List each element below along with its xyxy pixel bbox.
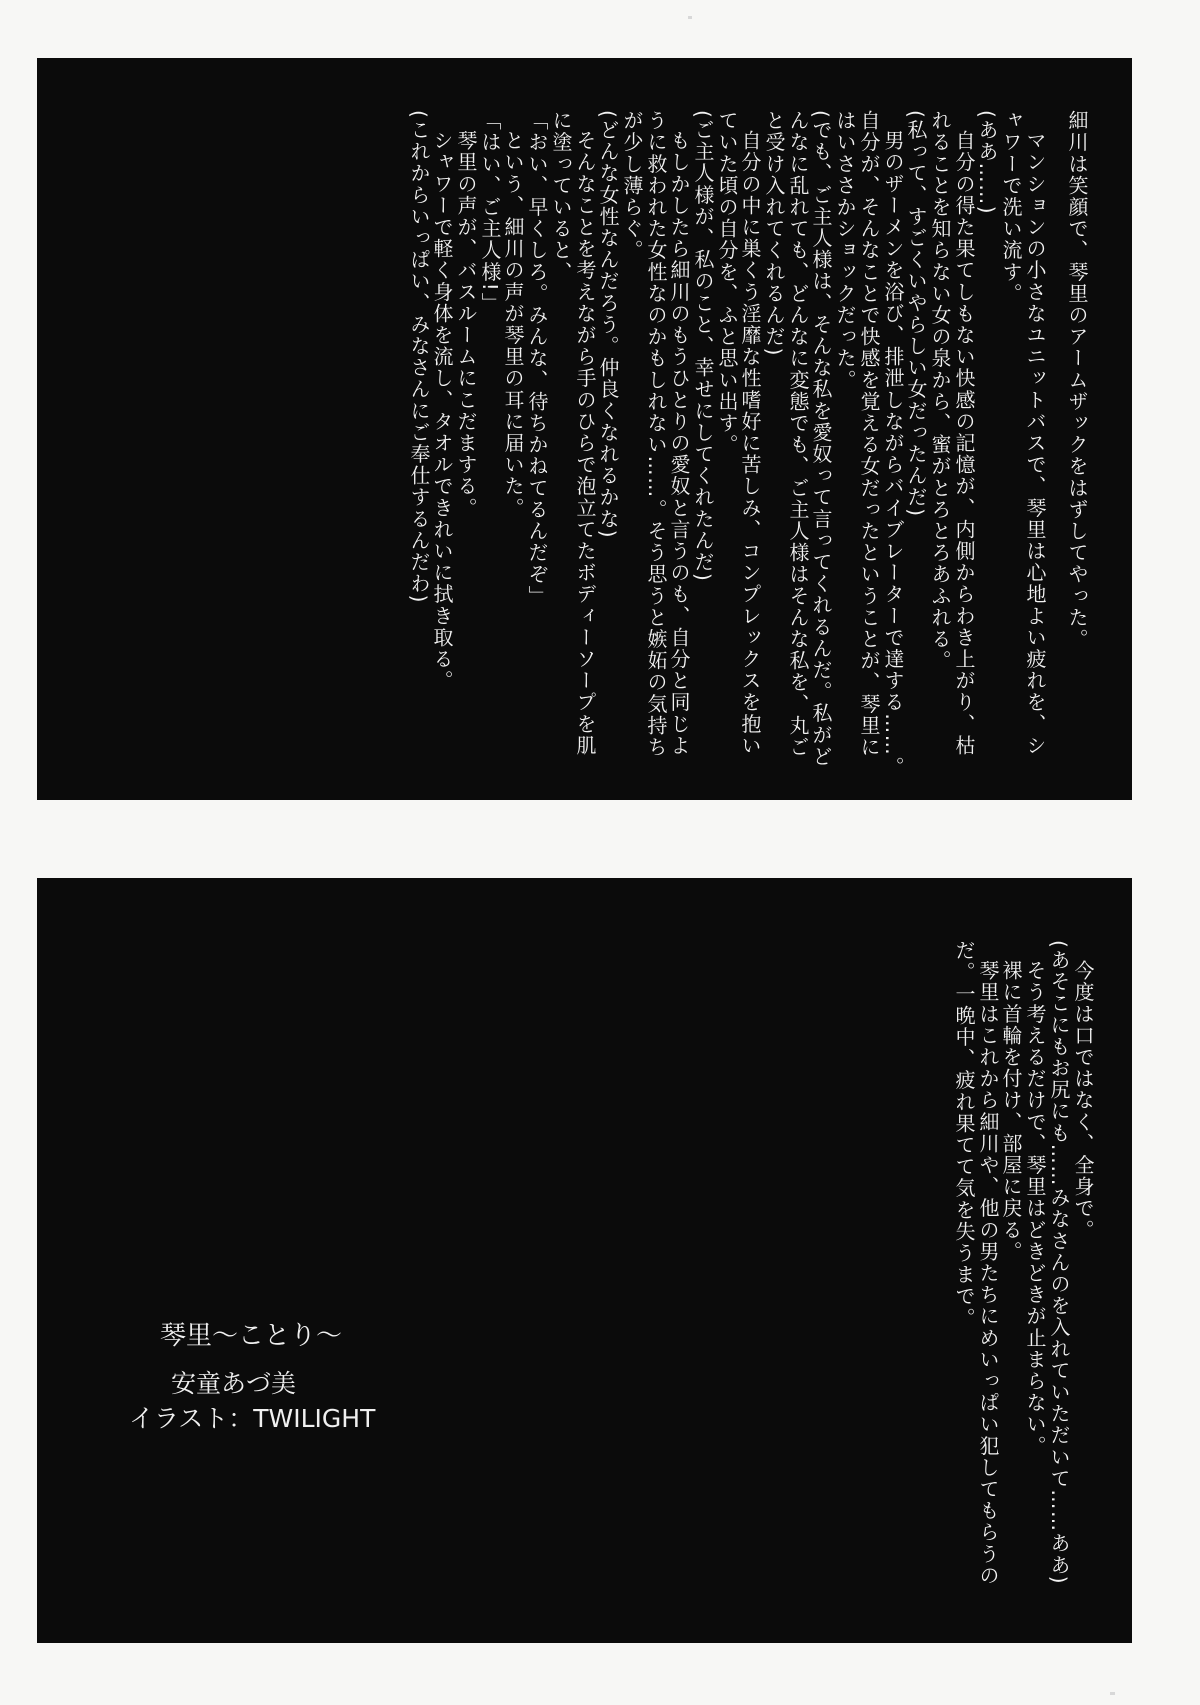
text-line: そう考えるだけで、琴里はどきどきが止まらない。: [1023, 960, 1047, 1457]
text-line: 「はい、ご主人様!」: [478, 110, 502, 315]
text-line: 自分の中に巣くう淫靡な性嗜好に苦しみ、コンプレックスを抱い: [738, 130, 762, 757]
text-line: 自分の得た果てしもない快感の記憶が、内側からわき上がり、枯: [952, 130, 976, 757]
story-title: 琴里～ことり～: [160, 1321, 343, 1351]
story-panel-top: [37, 58, 1132, 800]
scan-speck: [1110, 1692, 1115, 1695]
text-line: もしかしたら細川のもうひとりの愛奴と言うのも、自分と同じよ: [667, 130, 691, 757]
text-line: 「おい、早くしろ。みんな、待ちかねてるんだぞ」: [525, 110, 549, 607]
text-line: 裸に首輪を付け、部屋に戻る。: [999, 960, 1023, 1263]
text-line: (私って、すごくいやらしい女だったんだ): [904, 110, 928, 518]
text-line: だ。一晩中、疲れ果てて気を失うまで。: [952, 940, 976, 1329]
text-line: そんなことを考えながら手のひらで泡立てたボディーソープを肌: [573, 130, 597, 757]
text-line: (これからいっぱい、みなさんにご奉仕するんだわ): [407, 110, 431, 605]
text-line: 琴里はこれから細川や、他の男たちにめいっぱい犯してもらうの: [976, 960, 1000, 1587]
text-line: という、細川の声が琴里の耳に届いた。: [501, 130, 525, 519]
text-line: シャワーで軽く身体を流し、タオルできれいに拭き取る。: [430, 130, 454, 692]
text-line: れることを知らない女の泉から、蜜がとろとろあふれる。: [928, 110, 952, 672]
text-line: (ああ……): [975, 110, 999, 216]
text-line: マンションの小さなユニットバスで、琴里は心地よい疲れを、シ: [1023, 130, 1047, 757]
text-line: (ご主人様が、私のこと、幸せにしてくれたんだ): [691, 110, 715, 583]
text-line: 自分が、そんなことで快感を覚える女だったということが、琴里に: [857, 110, 881, 758]
text-line: (でも、ご主人様は、そんな私を愛奴って言ってくれるんだ。私がど: [809, 110, 833, 768]
text-line: はいささかショックだった。: [833, 110, 857, 391]
text-line: ャワーで洗い流す。: [999, 110, 1023, 305]
text-line: に塗っていると、: [549, 110, 573, 283]
text-line: ていた頃の自分を、ふと思い出す。: [715, 110, 739, 456]
text-line: んなに乱れても、どんなに変態でも、ご主人様はそんな私を、丸ご: [786, 110, 810, 758]
story-panel-bottom: [37, 878, 1132, 1643]
text-line: が少し薄らぐ。: [620, 110, 644, 262]
illustration-credit: イラスト：TWILIGHT: [129, 1404, 376, 1433]
text-line: (あそこにもお尻にも……みなさんのを入れていただいて……ああ): [1047, 940, 1071, 1586]
text-line: うに救われた女性なのかもしれない……。そう思うと嫉妬の気持ち: [644, 110, 668, 758]
text-line: と受け入れてくれるんだ): [762, 110, 786, 358]
author-name: 安童あづ美: [171, 1369, 297, 1398]
text-line: 細川は笑顔で、琴里のアームザックをはずしてやった。: [1065, 110, 1089, 650]
text-line: (どんな女性なんだろう。仲良くなれるかな): [596, 110, 620, 540]
scan-speck: [688, 16, 692, 19]
text-line: 琴里の声が、バスルームにこだまする。: [454, 130, 478, 519]
text-line: 今度は口ではなく、全身で。: [1071, 960, 1095, 1241]
text-line: 男のザーメンを浴び、排泄しながらバイブレーターで達する……。: [881, 130, 905, 778]
